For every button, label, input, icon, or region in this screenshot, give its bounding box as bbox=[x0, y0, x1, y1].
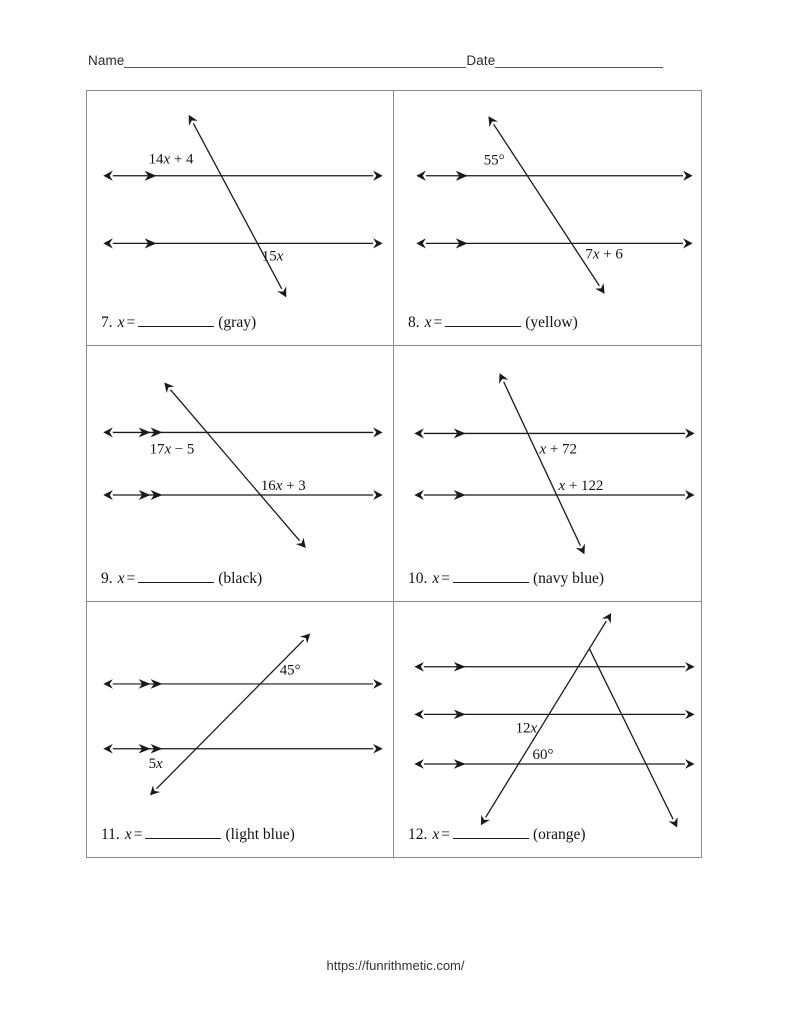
figure-11 bbox=[87, 602, 393, 857]
problem-number: 12. bbox=[408, 825, 428, 843]
answer-line-9 bbox=[101, 570, 262, 588]
color-hint: (light blue) bbox=[225, 825, 295, 843]
answer-blank[interactable] bbox=[445, 314, 521, 327]
color-hint: (yellow) bbox=[525, 314, 578, 332]
problem-number: 9. bbox=[101, 569, 113, 587]
angle-label-2: 60° bbox=[532, 747, 554, 763]
variable-x: x bbox=[117, 314, 125, 332]
transversal-line bbox=[494, 124, 600, 285]
answer-line-10 bbox=[408, 570, 604, 588]
angle-label-1: 12x bbox=[515, 720, 538, 737]
answer-blank[interactable] bbox=[145, 826, 221, 839]
equals-sign: = bbox=[433, 314, 443, 332]
problem-cell-10 bbox=[394, 346, 701, 601]
answer-line-12 bbox=[408, 826, 586, 844]
color-hint: (orange) bbox=[533, 825, 586, 843]
equals-sign: = bbox=[441, 825, 451, 843]
answer-blank[interactable] bbox=[138, 570, 214, 583]
problem-grid bbox=[86, 90, 702, 858]
variable-x: x bbox=[432, 569, 440, 587]
student-info-header bbox=[88, 46, 698, 68]
figure-8 bbox=[394, 91, 701, 345]
angle-label-1: 55° bbox=[483, 152, 505, 169]
transversal-line bbox=[504, 382, 581, 546]
variable-x: x bbox=[432, 825, 440, 843]
transversal-line-left bbox=[486, 621, 607, 817]
equals-sign: = bbox=[126, 314, 136, 332]
angle-label-2: 16x + 3 bbox=[260, 478, 306, 495]
equals-sign: = bbox=[441, 569, 451, 587]
color-hint: (gray) bbox=[218, 314, 257, 332]
color-hint: (navy blue) bbox=[533, 569, 605, 587]
transversal-line bbox=[170, 390, 299, 541]
variable-x: x bbox=[124, 825, 132, 843]
variable-x: x bbox=[424, 314, 432, 332]
answer-blank[interactable] bbox=[138, 314, 214, 327]
problem-number: 7. bbox=[101, 314, 113, 332]
figure-7 bbox=[87, 91, 393, 345]
variable-x: x bbox=[117, 569, 125, 587]
angle-label-1: x + 72 bbox=[539, 441, 577, 458]
figure-10 bbox=[394, 346, 701, 600]
problem-cell-11 bbox=[87, 602, 394, 857]
angle-label-1: 14x + 4 bbox=[148, 151, 194, 168]
problem-number: 8. bbox=[408, 314, 420, 332]
angle-label-2: 15x bbox=[261, 248, 284, 265]
problem-cell-9 bbox=[87, 346, 394, 601]
problem-number: 11. bbox=[101, 825, 120, 843]
equals-sign: = bbox=[126, 569, 136, 587]
figure-12 bbox=[394, 602, 701, 857]
answer-line-7 bbox=[101, 314, 256, 332]
angle-label-1: 17x − 5 bbox=[149, 441, 195, 458]
problem-cell-12 bbox=[394, 602, 701, 857]
problem-cell-8 bbox=[394, 91, 701, 346]
angle-label-2: 7x + 6 bbox=[585, 246, 623, 263]
angle-label-2: x + 122 bbox=[558, 478, 604, 495]
angle-label-2: 5x bbox=[148, 755, 163, 772]
answer-line-11 bbox=[101, 826, 295, 844]
figure-9 bbox=[87, 346, 393, 600]
color-hint: (black) bbox=[218, 569, 263, 587]
problem-number: 10. bbox=[408, 569, 428, 587]
footer-url[interactable]: https://funrithmetic.com/ bbox=[326, 958, 465, 973]
date-blank-line[interactable] bbox=[495, 54, 663, 68]
angle-label-1: 45° bbox=[279, 662, 301, 678]
name-blank-line[interactable] bbox=[124, 54, 466, 68]
date-label: Date bbox=[466, 53, 496, 68]
problem-cell-7 bbox=[87, 91, 394, 346]
answer-line-8 bbox=[408, 314, 578, 332]
equals-sign: = bbox=[133, 825, 143, 843]
name-label: Name bbox=[88, 53, 125, 68]
answer-blank[interactable] bbox=[453, 570, 529, 583]
answer-blank[interactable] bbox=[453, 826, 529, 839]
transversal-line-right bbox=[589, 648, 673, 819]
